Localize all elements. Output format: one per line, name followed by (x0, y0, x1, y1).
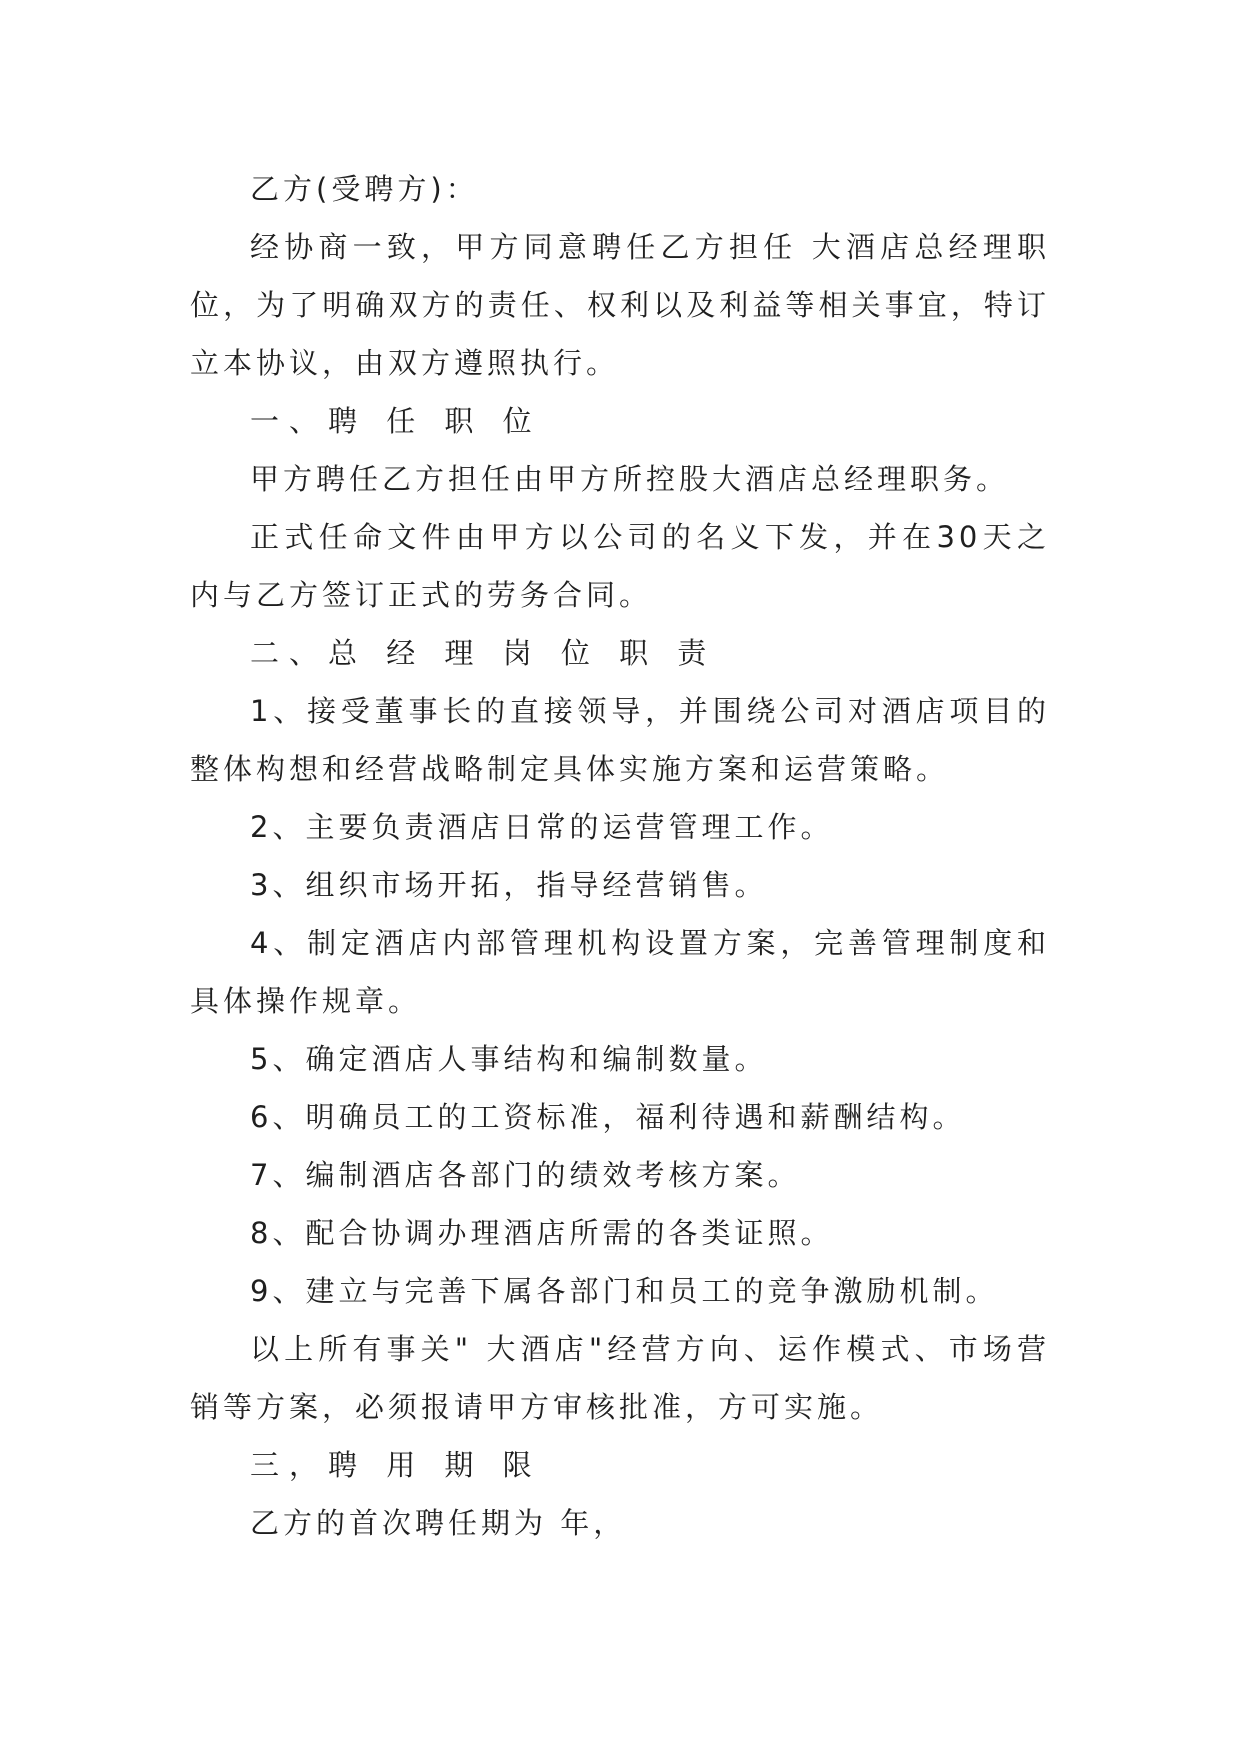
party-b-line: 乙方(受聘方)： (250, 172, 479, 206)
duty-item-8: 8、配合协调办理酒店所需的各类证照。 (250, 1216, 834, 1250)
duty-item-6: 6、明确员工的工资标准，福利待遇和薪酬结构。 (250, 1100, 966, 1134)
agreement-intro: 经协商一致，甲方同意聘任乙方担任 大酒店总经理职位，为了明确双方的责任、权利以及利益等相关事宜，特订立本协议，由双方遵照执行。 (190, 230, 1050, 380)
section-heading-term: 三，聘 用 期 限 (250, 1448, 542, 1482)
appointment-clause: 正式任命文件由甲方以公司的名义下发，并在30天之内与乙方签订正式的劳务合同。 (190, 520, 1050, 612)
duty-item-4: 4、制定酒店内部管理机构设置方案，完善管理制度和具体操作规章。 (190, 926, 1050, 1018)
duty-item-2: 2、主要负责酒店日常的运营管理工作。 (250, 810, 834, 844)
position-clause: 甲方聘任乙方担任由甲方所控股大酒店总经理职务。 (250, 462, 1010, 496)
duty-item-7: 7、编制酒店各部门的绩效考核方案。 (250, 1158, 801, 1192)
approval-clause: 以上所有事关" 大酒店"经营方向、运作模式、市场营销等方案，必须报请甲方审核批准，方可实施。 (190, 1332, 1050, 1424)
duty-item-9: 9、建立与完善下属各部门和员工的竞争激励机制。 (250, 1274, 999, 1308)
section-heading-duties: 二、总 经 理 岗 位 职 责 (250, 636, 717, 670)
section-heading-position: 一、聘 任 职 位 (250, 404, 542, 438)
duty-item-3: 3、组织市场开拓，指导经营销售。 (250, 868, 768, 902)
duty-item-5: 5、确定酒店人事结构和编制数量。 (250, 1042, 768, 1076)
term-clause: 乙方的首次聘任期为 年， (250, 1506, 627, 1540)
document-body (190, 160, 1050, 1552)
duty-item-1: 1、接受董事长的直接领导，并围绕公司对酒店项目的整体构想和经营战略制定具体实施方案和运营策略。 (190, 694, 1050, 786)
